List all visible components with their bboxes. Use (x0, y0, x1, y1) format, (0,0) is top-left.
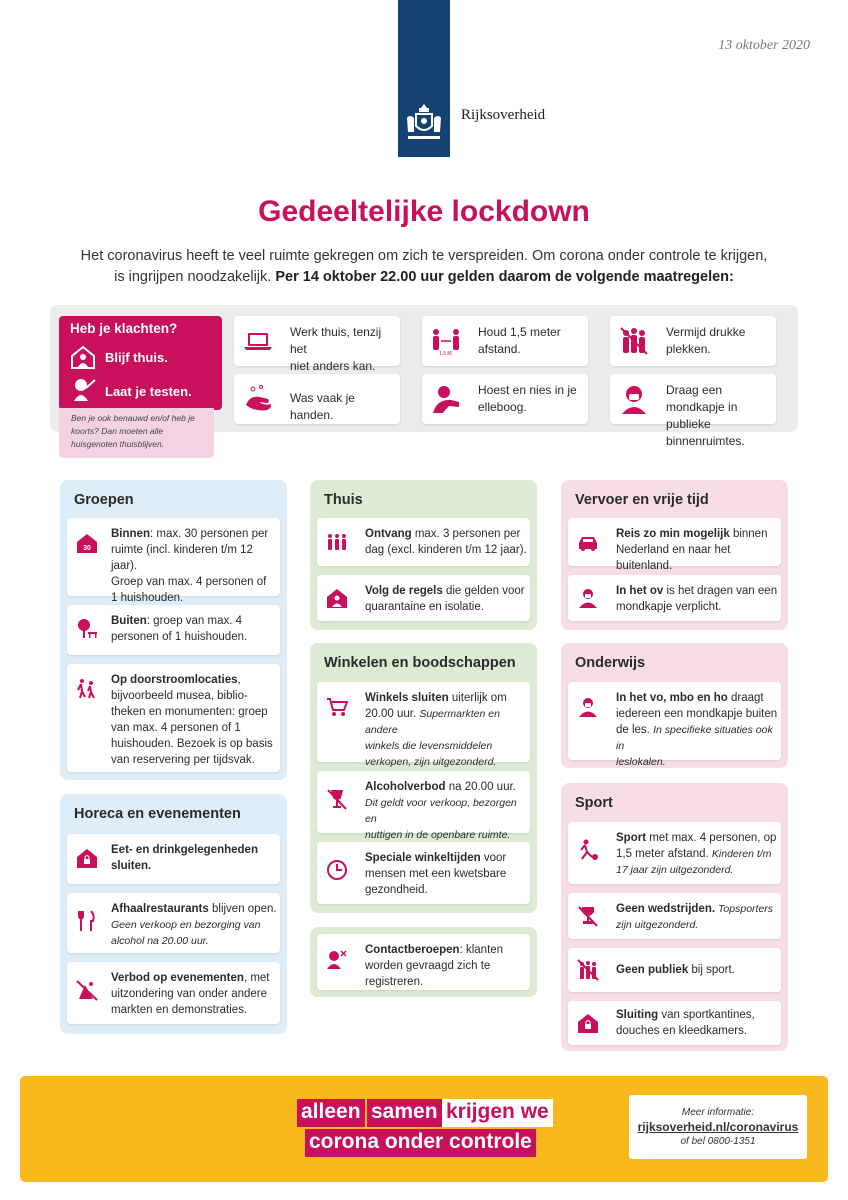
shopping-cart-icon (326, 696, 348, 718)
distance-icon (430, 325, 462, 357)
no-event-icon (76, 979, 98, 1001)
groepen-buiten (67, 605, 280, 655)
measure-line: plekken. (666, 342, 711, 356)
distance-label: 1,5 M. (439, 351, 453, 357)
horeca-heading: Horeca en evenementen (74, 806, 241, 822)
measure-line: Was vaak je handen. (290, 391, 355, 422)
item-text: , (237, 674, 241, 686)
no-crowd-icon (577, 959, 599, 981)
measure-line: Hoest en nies in je (478, 383, 577, 397)
mask-person-icon (577, 587, 599, 609)
vervoer-heading: Vervoer en vrije tijd (575, 492, 709, 508)
winkelen-sluiten (317, 682, 530, 768)
hairdresser-icon (326, 948, 348, 970)
laptop-icon (242, 325, 274, 357)
item-italic: 17 jaar zijn uitgezonderd. (616, 864, 734, 876)
measure-crowd (610, 316, 776, 366)
crowd-icon (618, 325, 650, 357)
item-bold: Volg de regels (365, 585, 443, 597)
klachten-box (59, 316, 222, 410)
item-bold: Sluiting (616, 1009, 659, 1021)
item-bold: Alcoholverbod (365, 781, 446, 793)
item-italic: Topsporters (715, 903, 774, 915)
item-text: is het dragen van een (663, 585, 778, 597)
tree-bench-icon (76, 618, 98, 640)
item-text: die gelden voor (442, 585, 525, 597)
logo-text: Rijksoverheid (461, 107, 546, 123)
thuis-heading: Thuis (324, 492, 363, 508)
slogan-word-3: krijgen we (442, 1099, 553, 1127)
item-text: : klanten (459, 944, 504, 956)
item-text: ruimte (incl. kinderen t/m 12 jaar). (111, 544, 253, 572)
item-text: douches en kleedkamers. (616, 1025, 748, 1037)
klachten-item-1: Blijf thuis. (105, 350, 168, 365)
groepen-doorstroom (67, 664, 280, 772)
item-text: de les. (616, 724, 654, 736)
item-bold: Buiten (111, 615, 147, 627)
item-text: 1 huishouden. (111, 592, 184, 604)
slogan-word-1: alleen (297, 1099, 365, 1127)
sport-wedstrijden (568, 893, 781, 939)
slogan-word-2: samen (367, 1099, 442, 1127)
winkelen-alcohol (317, 771, 530, 841)
item-bold: Eet- en drinkgelegenheden (111, 844, 258, 856)
cutlery-icon (76, 910, 98, 932)
item-text: binnen (729, 528, 768, 540)
house-lock-icon (577, 1012, 599, 1034)
winkelen-tijden (317, 842, 530, 904)
item-text: bij sport. (688, 964, 735, 976)
item-bold: Speciale winkeltijden (365, 852, 481, 864)
measure-line: Houd 1,5 meter (478, 325, 561, 339)
date: 13 oktober 2020 (718, 38, 810, 53)
item-text: Groep van max. 4 personen of (111, 576, 267, 588)
measure-line: afstand. (478, 342, 521, 356)
item-text: mensen met een kwetsbare (365, 868, 507, 880)
measure-line: Draag een mondkapje in (666, 383, 738, 414)
item-text: max. 3 personen per (411, 528, 521, 540)
mask-icon (618, 383, 650, 415)
item-bold: Op doorstroomlocaties (111, 674, 238, 686)
thuis-ontvang (317, 518, 530, 566)
item-italic: nuttigen in de openbare ruimte. (365, 829, 511, 841)
item-text: Nederland en naar het buitenland. (616, 544, 731, 572)
item-italic: Kinderen t/m (711, 848, 772, 860)
item-italic: alcohol na 20.00 uur. (111, 935, 209, 947)
item-bold: In het vo, mbo en ho (616, 692, 728, 704)
item-text: mondkapje verplicht. (616, 601, 722, 613)
item-italic: In specifieke situaties ook in (616, 724, 773, 752)
groepen-heading: Groepen (74, 492, 134, 508)
item-bold: Ontvang (365, 528, 412, 540)
football-player-icon (577, 839, 599, 861)
item-text: voor (480, 852, 507, 864)
item-italic: Dit geldt voor verkoop, bezorgen en (365, 797, 517, 825)
item-text: van max. 4 personen of 1 (111, 722, 241, 734)
info-phone: of bel 0800-1351 (680, 1136, 756, 1147)
badge-30: 30 (83, 545, 91, 552)
winkelen-heading: Winkelen en boodschappen (324, 655, 516, 671)
contact-beroepen (317, 934, 530, 990)
item-text: huishouden. Bezoek is op basis (111, 738, 273, 750)
item-bold: Binnen (111, 528, 150, 540)
intro-line-2: is ingrijpen noodzakelijk. (114, 269, 276, 285)
house-lock-icon (76, 847, 98, 869)
item-text: personen of 1 huishouden. (111, 631, 248, 643)
slogan-line-2: corona onder controle (305, 1129, 536, 1157)
page-title: Gedeeltelijke lockdown (258, 195, 590, 228)
three-people-icon (326, 531, 348, 553)
no-alcohol-icon (326, 788, 348, 810)
sneeze-icon (430, 383, 462, 415)
onderwijs-item (568, 682, 781, 768)
measure-line: niet anders kan. (290, 359, 376, 373)
item-bold: Geen wedstrijden. (616, 903, 716, 915)
measure-distance (422, 316, 588, 366)
measure-sneeze (422, 374, 588, 424)
measure-line: Vermijd drukke (666, 325, 746, 339)
klachten-item-2: Laat je testen. (105, 384, 192, 399)
item-text: : groep van max. 4 (146, 615, 243, 627)
info-box (629, 1095, 807, 1159)
vervoer-ov (568, 575, 781, 621)
item-text: bijvoorbeeld musea, biblio- (111, 690, 248, 702)
horeca-evenementen (67, 962, 280, 1024)
item-text: na 20.00 uur. (445, 781, 516, 793)
klachten-note: Ben je ook benauwd en/of heb je koorts? Dan moeten alle huisgenoten thuisblijven. (59, 408, 214, 458)
measure-line: elleboog. (478, 400, 527, 414)
item-text: met max. 4 personen, op (646, 832, 777, 844)
info-label: Meer informatie: (681, 1107, 755, 1118)
wash-hands-icon (242, 383, 274, 415)
item-text: draagt (727, 692, 764, 704)
horeca-afhaal (67, 893, 280, 953)
no-trophy-icon (577, 905, 599, 927)
item-text: iedereen een mondkapje buiten (616, 708, 778, 720)
house-person-icon (70, 344, 96, 370)
item-bold: Sport (616, 832, 647, 844)
measure-wash-hands (234, 374, 400, 424)
sport-publiek (568, 948, 781, 992)
car-icon (577, 531, 599, 553)
item-bold: Afhaalrestaurants (111, 903, 209, 915)
item-text: uiterlijk om (448, 692, 507, 704)
sport-max (568, 822, 781, 884)
mask-person-icon (577, 696, 599, 718)
klachten-heading: Heb je klachten? (70, 321, 178, 336)
item-bold: Geen publiek (616, 964, 689, 976)
item-italic: Geen verkoop en bezorging van (111, 919, 261, 931)
sport-heading: Sport (575, 795, 613, 811)
item-bold: Verbod op evenementen (111, 972, 244, 984)
item-text: : max. 30 personen per (149, 528, 269, 540)
item-bold: Reis zo min mogelijk (616, 528, 730, 540)
item-text: markten en demonstraties. (111, 1004, 248, 1016)
horeca-sluiten (67, 834, 280, 884)
item-italic: verkopen, zijn uitgezonderd. (365, 756, 497, 768)
item-text: 20.00 uur. (365, 708, 420, 720)
measure-line: Werk thuis, tenzij het (290, 325, 382, 356)
item-text: uitzondering van onder andere (111, 988, 268, 1000)
measure-mask (610, 374, 776, 448)
measure-work-home (234, 316, 400, 373)
intro-text (60, 246, 788, 288)
intro-line-1: Het coronavirus heeft te veel ruimte gekregen om zich te verspreiden. Om corona onder controle te krijgen, (80, 248, 768, 264)
item-text: van sportkantines, (658, 1009, 755, 1021)
item-text: 1,5 meter afstand. (616, 848, 712, 860)
item-text: quarantaine en isolatie. (365, 601, 484, 613)
clock-icon (326, 859, 348, 881)
item-italic: winkels die levensmiddelen (365, 740, 493, 752)
item-text: dag (excl. kinderen t/m 12 jaar). (365, 544, 527, 556)
onderwijs-heading: Onderwijs (575, 655, 646, 671)
item-text: gezondheid. (365, 884, 428, 896)
item-bold: In het ov (616, 585, 664, 597)
intro-line-2-bold: Per 14 oktober 22.00 uur gelden daarom de volgende maatregelen: (275, 269, 734, 285)
walking-people-icon (76, 678, 98, 700)
sport-sluiting (568, 1001, 781, 1045)
test-swab-icon (70, 376, 96, 402)
groepen-binnen (67, 518, 280, 604)
item-italic: zijn uitgezonderd. (616, 919, 699, 931)
item-text: registreren. (365, 976, 424, 988)
item-text: worden gevraagd zich te (365, 960, 491, 972)
item-italic: Supermarkten en andere (365, 708, 500, 736)
item-bold: Contactberoepen (365, 944, 460, 956)
info-link[interactable]: rijksoverheid.nl/coronavirus (637, 1120, 799, 1134)
item-italic: leslokalen. (616, 756, 666, 768)
measure-line: publieke binnenruimtes. (666, 417, 745, 448)
item-text: theken en monumenten: groep (111, 706, 268, 718)
item-text: van reservering per tijdsvak. (111, 754, 255, 766)
item-bold: Winkels sluiten (365, 692, 449, 704)
crest-icon (402, 100, 446, 144)
vervoer-reis (568, 518, 781, 572)
item-bold: sluiten. (111, 860, 152, 872)
item-text: , met (243, 972, 270, 984)
house-30-icon (76, 532, 98, 554)
thuis-regels (317, 575, 530, 621)
item-text: blijven open. (208, 903, 277, 915)
house-person-icon (326, 587, 348, 609)
